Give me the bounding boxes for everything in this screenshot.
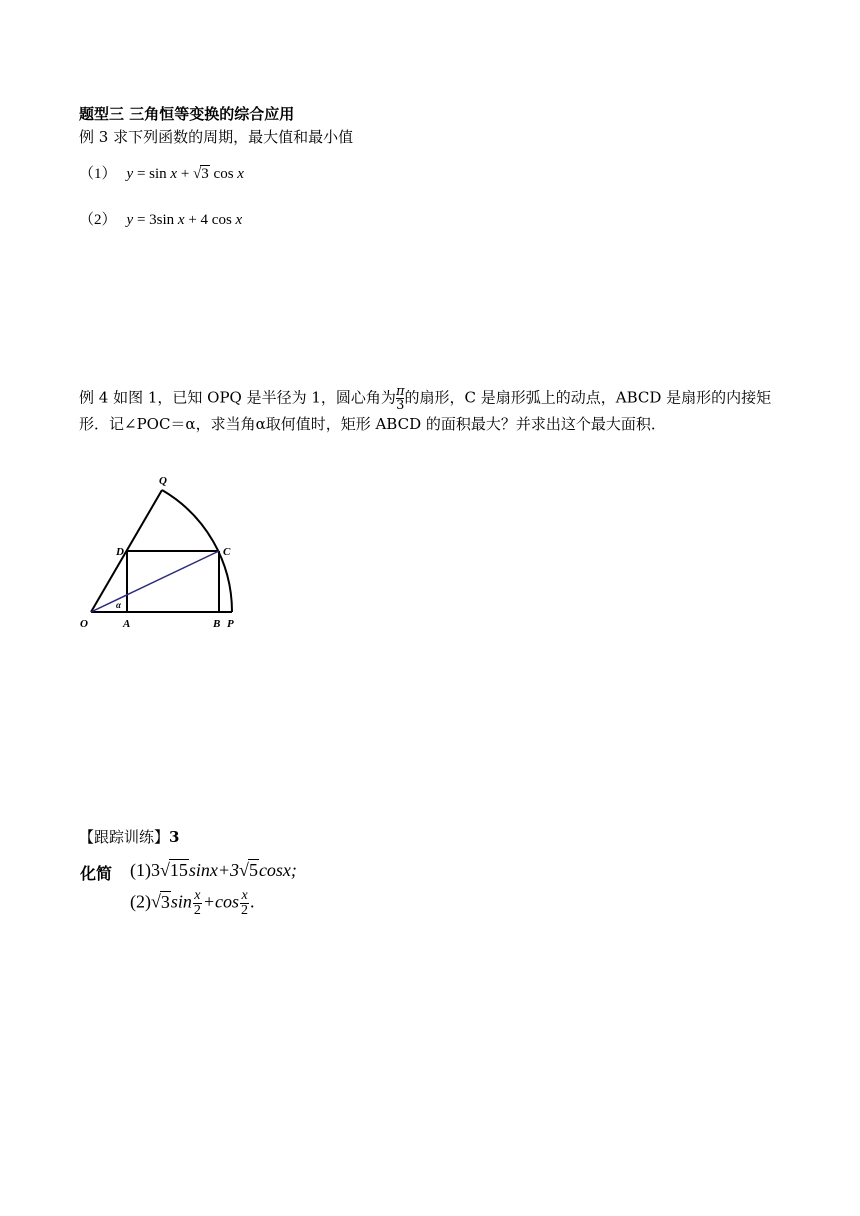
item2-plus: + 4 cos xyxy=(184,212,236,228)
line1-mid: sinx+3 xyxy=(188,860,240,880)
practice-bracket-open: 【 xyxy=(79,828,95,846)
line2-fraction1 xyxy=(193,889,202,918)
label-B: B xyxy=(213,618,221,630)
practice-number: 3 xyxy=(169,828,180,846)
fraction-numerator: π xyxy=(395,384,405,399)
fraction-denominator: 2 xyxy=(241,903,249,918)
simplify-label: 化简 xyxy=(80,864,113,883)
item1-cos: cos xyxy=(209,166,238,182)
section-title: 题型三 三角恒等变换的综合应用 xyxy=(79,105,295,123)
example3-item2 xyxy=(79,208,242,229)
item2-x2: x xyxy=(235,212,243,228)
line2-fraction2 xyxy=(240,889,249,918)
label-P: P xyxy=(227,618,234,630)
line2-prefix: (2) xyxy=(130,891,151,912)
fraction-denominator: 2 xyxy=(193,903,201,918)
label-D: D xyxy=(116,546,124,558)
simplify-line1 xyxy=(130,859,297,881)
item2-eq: = 3sin xyxy=(133,212,178,228)
sqrt-sign: √ xyxy=(160,860,170,880)
practice-heading xyxy=(79,826,179,848)
label-A: A xyxy=(123,618,131,630)
sqrt-sign: √ xyxy=(193,166,202,182)
practice-bracket-close: 】 xyxy=(154,828,170,846)
item2-y: y xyxy=(126,212,134,228)
item1-x2: x xyxy=(237,166,244,182)
line2-plus: +cos xyxy=(202,891,240,912)
line1-sqrt1: 15 xyxy=(169,860,188,880)
item1-eq: = sin xyxy=(133,166,171,182)
simplify-line2 xyxy=(130,889,255,918)
label-alpha: α xyxy=(116,600,121,610)
item1-y: y xyxy=(126,166,134,182)
label-O: O xyxy=(80,618,88,630)
item1-x: x xyxy=(170,166,178,182)
example4-part2: 的扇形，C 是扇形弧上的动点，ABCD 是扇形的内接矩形．记∠POC＝α，求当角α取何值时，矩形 ABCD 的面积最大？并求出这个最大面积． xyxy=(79,388,772,433)
line2-sqrt: 3 xyxy=(160,891,170,912)
label-Q: Q xyxy=(159,475,167,487)
example3-item1 xyxy=(79,162,244,183)
item2-label: （2） xyxy=(79,212,117,228)
fraction-numerator: x xyxy=(241,888,248,903)
item1-plus: + xyxy=(177,166,194,182)
line1-prefix: (1)3 xyxy=(130,860,160,880)
sqrt-sign: √ xyxy=(151,891,161,912)
line2-end: . xyxy=(250,891,255,912)
fraction-numerator: x xyxy=(194,888,201,903)
sector-figure xyxy=(80,470,260,632)
line1-end: cosx; xyxy=(258,860,297,880)
fraction-denominator: 3 xyxy=(396,398,405,413)
sqrt-sign: √ xyxy=(239,860,249,880)
example4-part1: 例 4 如图 1，已知 OPQ 是半径为 1，圆心角为 xyxy=(79,388,396,407)
example4-text xyxy=(79,385,783,437)
label-C: C xyxy=(223,546,231,558)
line2-mid: sin xyxy=(170,891,192,912)
example3-intro: 例 3 求下列函数的周期，最大值和最小值 xyxy=(79,128,354,146)
practice-title: 跟踪训练 xyxy=(94,828,155,846)
item2-x: x xyxy=(177,212,185,228)
line1-sqrt2: 5 xyxy=(248,860,258,880)
segment-OC xyxy=(91,551,219,612)
item1-sqrt-arg: 3 xyxy=(201,166,209,182)
item1-label: （1） xyxy=(79,166,117,182)
